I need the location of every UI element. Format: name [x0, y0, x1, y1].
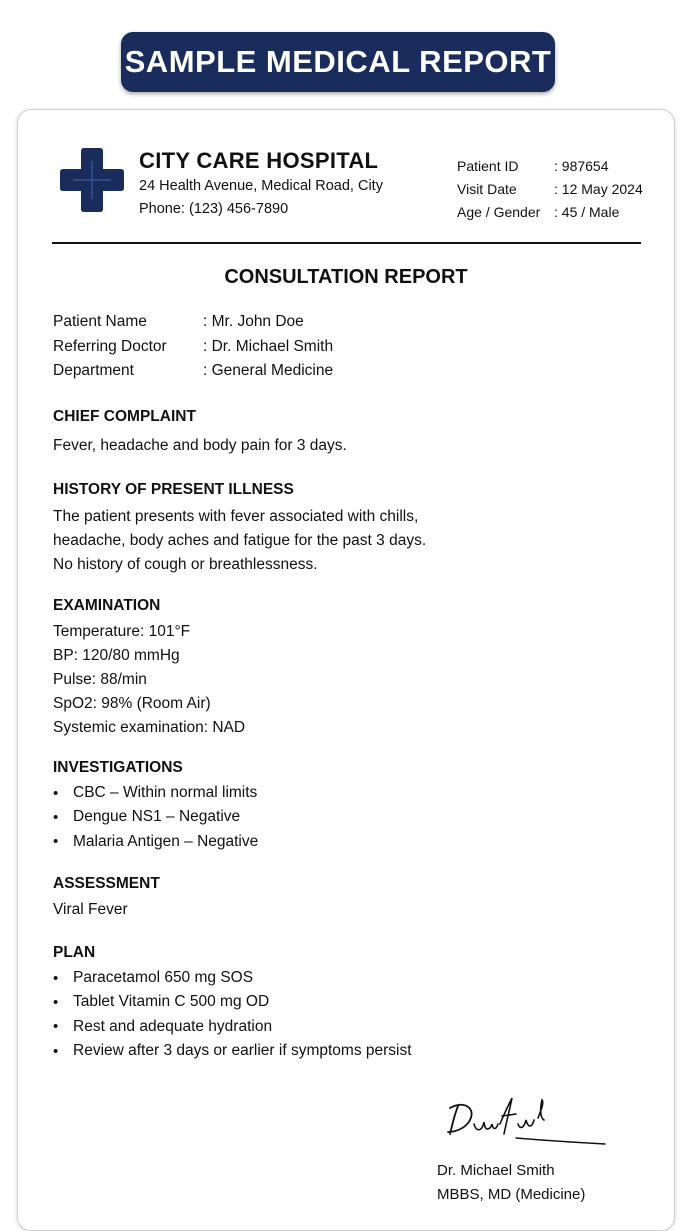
list-item-text: Rest and adequate hydration	[73, 1017, 273, 1035]
list-item	[53, 805, 258, 829]
bullet-icon: •	[53, 784, 59, 802]
bullet-icon: •	[53, 993, 59, 1011]
assessment-line: Viral Fever	[53, 901, 128, 918]
info-row-department	[53, 359, 333, 384]
history-line: headache, body aches and fatigue for the past 3 days.	[53, 532, 427, 549]
patient-meta	[457, 154, 643, 223]
hospital-address: 24 Health Avenue, Medical Road, City	[139, 178, 383, 194]
chief-complaint-heading: CHIEF COMPLAINT	[53, 408, 196, 425]
doctor-name: Dr. Michael Smith	[437, 1162, 555, 1179]
info-value: : Mr. John Doe	[203, 313, 304, 331]
list-item-text: Review after 3 days or earlier if symptoms persist	[73, 1042, 412, 1060]
plan-list	[53, 966, 412, 1063]
bullet-icon: •	[53, 1018, 59, 1036]
assessment-heading: ASSESSMENT	[53, 875, 160, 892]
meta-label: Age / Gender	[457, 203, 541, 220]
chief-complaint-text	[53, 434, 347, 458]
info-label: Patient Name	[53, 313, 147, 331]
hospital-name: CITY CARE HOSPITAL	[139, 148, 379, 173]
list-item	[53, 1039, 412, 1063]
list-item	[53, 990, 412, 1014]
examination-line: SpO2: 98% (Room Air)	[53, 695, 211, 712]
investigations-heading: INVESTIGATIONS	[53, 759, 183, 776]
examination-heading: EXAMINATION	[53, 597, 161, 614]
list-item-text: Malaria Antigen – Negative	[73, 832, 259, 850]
info-label: Referring Doctor	[53, 337, 167, 355]
plan-heading: PLAN	[53, 944, 96, 961]
info-value: : Dr. Michael Smith	[203, 337, 334, 355]
list-item	[53, 781, 258, 805]
medical-cross-logo-icon	[59, 147, 125, 213]
meta-row-visit-date	[457, 177, 643, 200]
header-divider	[52, 242, 641, 244]
examination-line: Temperature: 101°F	[53, 623, 191, 640]
meta-label: Patient ID	[457, 157, 519, 174]
bullet-icon: •	[53, 808, 59, 826]
report-banner: SAMPLE MEDICAL REPORT	[121, 32, 555, 92]
list-item	[53, 830, 258, 854]
meta-label: Visit Date	[457, 180, 517, 197]
list-item	[53, 1015, 412, 1039]
info-label: Department	[53, 362, 134, 380]
bullet-icon: •	[53, 833, 59, 851]
doctor-signature	[440, 1094, 610, 1154]
examination-line: Systemic examination: NAD	[53, 719, 246, 736]
list-item-text: Dengue NS1 – Negative	[73, 808, 241, 826]
history-text	[53, 505, 426, 577]
list-item	[53, 966, 412, 990]
history-line: The patient presents with fever associated with chills,	[53, 508, 419, 525]
investigations-list	[53, 781, 258, 854]
meta-row-patient-id	[457, 154, 643, 177]
examination-line: BP: 120/80 mmHg	[53, 647, 180, 664]
bullet-icon: •	[53, 1042, 59, 1060]
chief-complaint-line: Fever, headache and body pain for 3 days.	[53, 437, 347, 454]
info-row-patient-name	[53, 310, 333, 335]
list-item-text: Paracetamol 650 mg SOS	[73, 969, 254, 987]
assessment-text	[53, 898, 128, 922]
patient-info	[53, 310, 333, 384]
doctor-qualification: MBBS, MD (Medicine)	[437, 1186, 586, 1203]
report-title: CONSULTATION REPORT	[224, 266, 468, 288]
list-item-text: Tablet Vitamin C 500 mg OD	[73, 993, 270, 1011]
meta-value: : 45 / Male	[554, 203, 620, 220]
list-item-text: CBC – Within normal limits	[73, 784, 258, 802]
hospital-phone: Phone: (123) 456-7890	[139, 201, 289, 217]
meta-value: : 987654	[554, 157, 609, 174]
meta-value: : 12 May 2024	[554, 180, 643, 197]
info-row-referring-doctor	[53, 335, 333, 360]
history-line: No history of cough or breathlessness.	[53, 556, 318, 573]
examination-line: Pulse: 88/min	[53, 671, 147, 688]
meta-row-age-gender	[457, 200, 643, 223]
info-value: : General Medicine	[203, 362, 334, 380]
bullet-icon: •	[53, 969, 59, 987]
history-heading: HISTORY OF PRESENT ILLNESS	[53, 481, 294, 498]
examination-text	[53, 620, 245, 740]
